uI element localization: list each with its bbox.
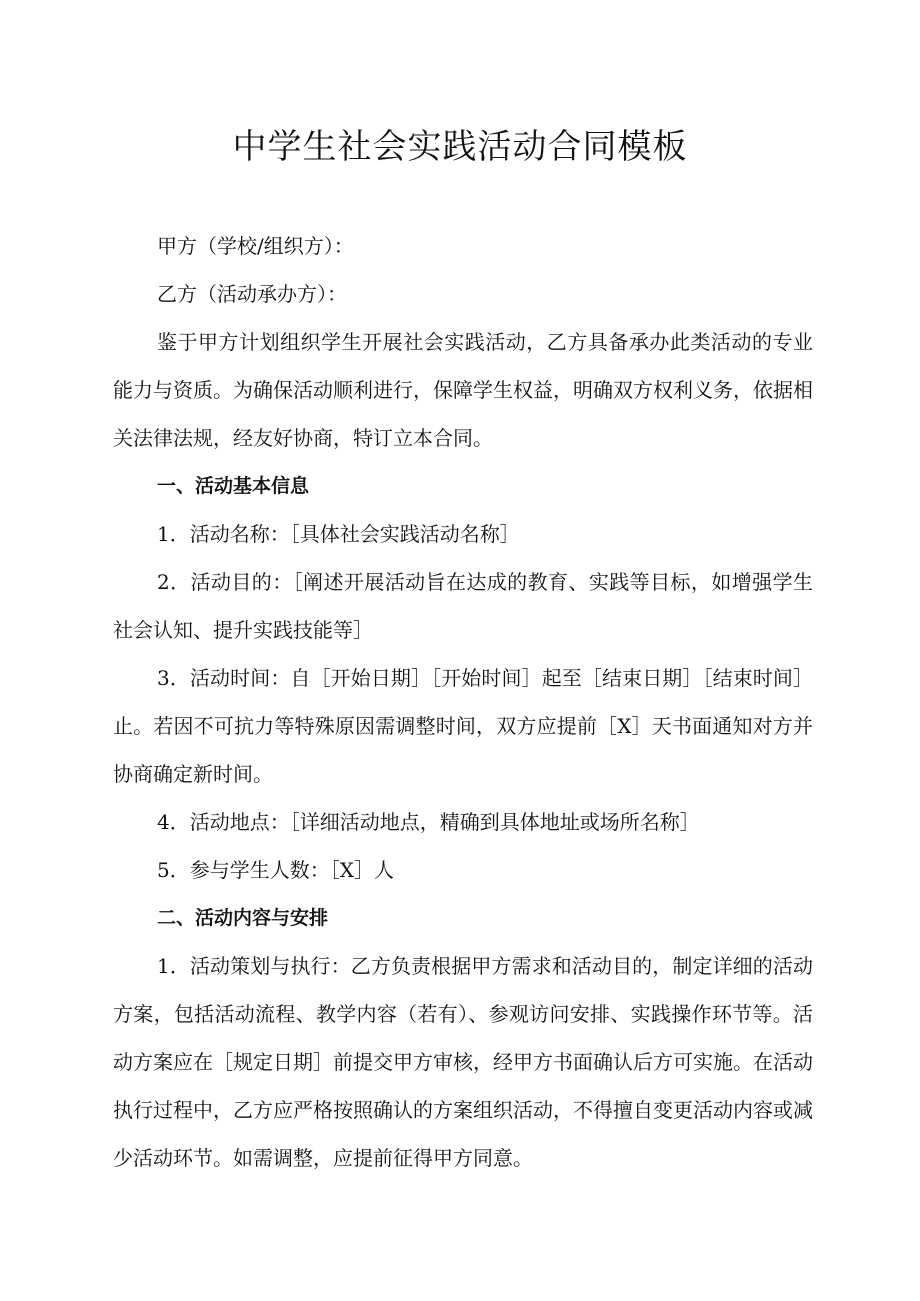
section-1-heading: 一、活动基本信息 [157, 475, 310, 497]
section-2-item-1: 1．活动策划与执行：乙方负责根据甲方需求和活动目的，制定详细的活动方案，包括活动流程、教学内容（若有）、参观访问安排、实践操作环节等。活动方案应在［规定日期］前提交甲方审核，经甲方书面确认后方可实施。在活动执行过程中，乙方应严格按照确认的方案组织活动，不得擅自变更活动内容或减少活动环节。如需调整，应提前征得甲方同意。 [113, 954, 813, 1170]
section-1-item-4: 4．活动地点：［详细活动地点，精确到具体地址或场所名称］ [157, 810, 700, 834]
section-1-item-2: 2．活动目的：［阐述开展活动旨在达成的教育、实践等目标，如增强学生社会认知、提升实践技能等］ [113, 570, 813, 642]
document-title: 中学生社会实践活动合同模板 [232, 127, 688, 167]
document-body [113, 222, 813, 1182]
preamble-paragraph: 鉴于甲方计划组织学生开展社会实践活动，乙方具备承办此类活动的专业能力与资质。为确保活动顺利进行，保障学生权益，明确双方权利义务，依据相关法律法规，经友好协商，特订立本合同。 [113, 330, 813, 450]
section-1-item-5: 5．参与学生人数：［X］人 [157, 858, 394, 882]
section-1-item-3: 3．活动时间：自［开始日期］［开始时间］起至［结束日期］［结束时间］止。若因不可抗力等特殊原因需调整时间，双方应提前［X］天书面通知对方并协商确定新时间。 [113, 666, 813, 786]
party-a-line: 甲方（学校/组织方）： [157, 234, 354, 258]
section-2-heading: 二、活动内容与安排 [157, 907, 329, 929]
section-1-item-1: 1．活动名称：［具体社会实践活动名称］ [157, 522, 520, 546]
party-b-line: 乙方（活动承办方）： [157, 282, 347, 306]
